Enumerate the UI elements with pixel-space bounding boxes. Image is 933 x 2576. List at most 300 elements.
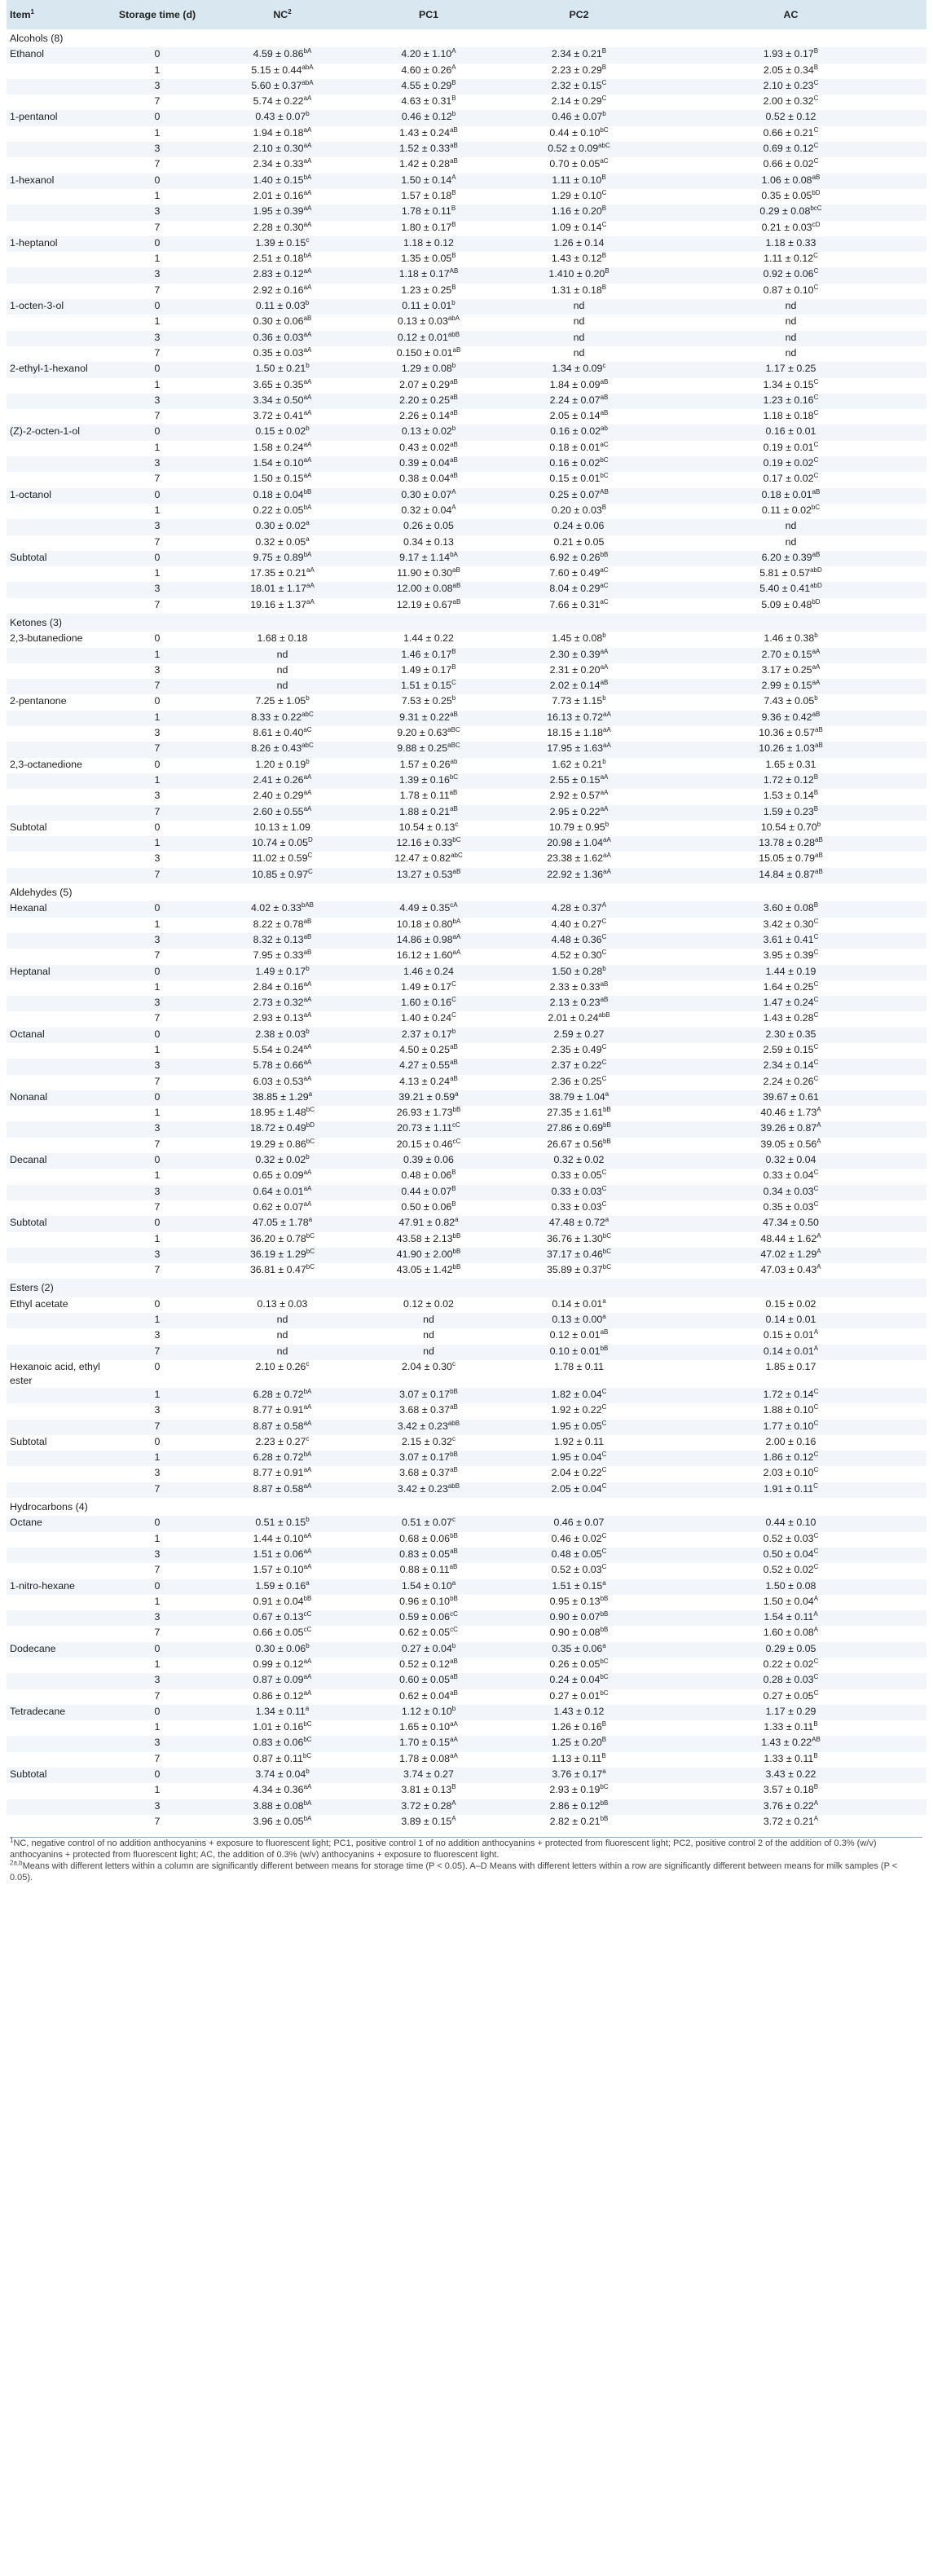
nc-value-cell <box>210 1658 354 1673</box>
storage-time-cell: 1 <box>154 567 161 579</box>
mean-sd: 12.00 ± 0.08 <box>396 583 453 595</box>
table-row <box>7 868 926 883</box>
mean-sd: 20.73 ± 1.11 <box>397 1122 453 1134</box>
mean-sd: 0.44 ± 0.10 <box>765 1517 816 1529</box>
ac-value-cell <box>655 267 926 283</box>
mean-sd: nd <box>423 1314 434 1326</box>
significance-letters: C <box>813 1657 819 1665</box>
nc-value-cell <box>210 472 354 487</box>
mean-sd: 1.43 ± 0.24 <box>399 126 451 139</box>
pc2-value-cell <box>503 79 655 95</box>
pc2-value-cell <box>503 425 655 440</box>
mean-sd: 0.86 ± 0.12 <box>253 1689 304 1702</box>
storage-time-cell: 0 <box>154 1517 161 1529</box>
mean-sd: 0.64 ± 0.01 <box>253 1185 304 1197</box>
compound-name: Subtotal <box>10 1768 47 1781</box>
significance-letters: bA <box>303 550 312 558</box>
nc-value-cell <box>210 1232 354 1248</box>
nc-value-cell <box>210 1563 354 1579</box>
mean-sd: 0.38 ± 0.04 <box>399 473 451 485</box>
mean-sd: 9.20 ± 0.63 <box>397 727 448 739</box>
mean-sd: 12.47 ± 0.82 <box>394 852 451 865</box>
significance-letters: A <box>451 1814 456 1822</box>
significance-letters: abB <box>447 330 460 338</box>
pc2-value-cell <box>503 1185 655 1200</box>
pc1-value-cell <box>354 758 503 773</box>
pc1-value-cell <box>354 1153 503 1169</box>
significance-letters: C <box>813 125 819 134</box>
significance-letters: b <box>816 820 821 828</box>
significance-letters: C <box>813 1482 818 1490</box>
ac-value-cell <box>655 1516 926 1531</box>
ac-value-cell <box>655 1328 926 1344</box>
significance-letters: A <box>451 173 456 181</box>
mean-sd: 0.90 ± 0.07 <box>549 1611 601 1623</box>
mean-sd: 0.62 ± 0.05 <box>399 1627 451 1639</box>
table-row <box>7 1313 926 1328</box>
header-storage-time: Storage time (d) <box>118 9 196 20</box>
table-row <box>7 47 926 63</box>
table-row <box>7 1090 926 1106</box>
mean-sd: 0.33 ± 0.04 <box>763 1169 814 1182</box>
compound-name: 1-nitro-hexane <box>10 1579 75 1592</box>
mean-sd: 0.66 ± 0.21 <box>763 126 814 139</box>
mean-sd: nd <box>785 346 797 359</box>
significance-letters: cC <box>450 1626 458 1634</box>
table-row <box>7 1360 926 1388</box>
nc-value-cell <box>210 789 354 804</box>
significance-letters: b <box>451 694 456 702</box>
ac-value-cell <box>655 1106 926 1121</box>
compound-name: 1-heptanol <box>10 236 58 249</box>
ac-value-cell <box>655 742 926 757</box>
storage-time-cell: 1 <box>154 1388 161 1400</box>
compound-name <box>7 189 104 205</box>
mean-sd: 0.14 ± 0.01 <box>763 1345 814 1357</box>
compound-name <box>7 836 104 852</box>
nc-value-cell <box>210 142 354 157</box>
significance-letters: C <box>601 1451 607 1458</box>
significance-letters: C <box>813 1169 819 1177</box>
storage-time-cell: 1 <box>154 189 161 201</box>
pc2-value-cell <box>503 1153 655 1169</box>
storage-time-cell: 0 <box>154 1090 161 1103</box>
significance-letters: b <box>305 298 310 306</box>
nc-value-cell <box>210 1360 354 1388</box>
mean-sd: 0.10 ± 0.01 <box>549 1345 601 1357</box>
nc-value-cell <box>210 409 354 425</box>
table-row <box>7 679 926 694</box>
pc2-value-cell <box>503 1011 655 1027</box>
pc2-value-cell <box>503 1720 655 1736</box>
pc2-value-cell <box>503 582 655 597</box>
storage-time-cell: 0 <box>154 1705 161 1717</box>
mean-sd: 2.60 ± 0.55 <box>253 805 304 817</box>
ac-value-cell <box>655 362 926 377</box>
pc1-value-cell <box>354 648 503 663</box>
significance-letters: aA <box>812 679 821 687</box>
mean-sd: 0.44 ± 0.10 <box>549 126 601 139</box>
table-row <box>7 901 926 917</box>
significance-letters: aA <box>600 663 609 671</box>
table-row <box>7 456 926 472</box>
significance-letters: aA <box>303 1059 312 1067</box>
pc2-value-cell <box>503 805 655 821</box>
significance-letters: b <box>451 1641 456 1649</box>
significance-letters: abB <box>447 1482 460 1490</box>
mean-sd: 3.34 ± 0.50 <box>253 394 304 406</box>
significance-letters: bD <box>812 188 821 196</box>
compound-name <box>7 1532 104 1548</box>
ac-value-cell <box>655 472 926 487</box>
significance-letters: bB <box>303 1594 312 1602</box>
pc2-value-cell <box>503 252 655 267</box>
ac-value-cell <box>655 299 926 315</box>
ac-value-cell <box>655 711 926 726</box>
mean-sd: 4.02 ± 0.33 <box>250 902 301 914</box>
mean-sd: 22.92 ± 1.36 <box>547 868 603 880</box>
mean-sd: 12.16 ± 0.33 <box>396 837 453 849</box>
pc1-value-cell <box>354 378 503 394</box>
nc-value-cell <box>210 1579 354 1595</box>
nc-value-cell <box>210 1799 354 1815</box>
pc2-value-cell <box>503 394 655 409</box>
pc2-value-cell <box>503 1658 655 1673</box>
storage-time-cell: 1 <box>154 1232 161 1244</box>
mean-sd: 0.43 ± 0.07 <box>255 111 306 123</box>
pc1-value-cell <box>354 1579 503 1595</box>
pc1-value-cell <box>354 1482 503 1498</box>
compound-name <box>7 519 104 535</box>
pc2-value-cell <box>503 551 655 566</box>
table-row <box>7 789 926 804</box>
mean-sd: 0.83 ± 0.05 <box>399 1548 451 1560</box>
mean-sd: 36.81 ± 0.47 <box>249 1264 306 1276</box>
mean-sd: 1.80 ± 0.17 <box>401 221 452 233</box>
mean-sd: nd <box>785 300 797 312</box>
significance-letters: B <box>601 1736 607 1744</box>
table-row <box>7 252 926 267</box>
pc2-value-cell <box>503 456 655 472</box>
significance-letters: bA <box>303 1451 312 1458</box>
mean-sd: 2.82 ± 0.21 <box>549 1815 601 1827</box>
mean-sd: 9.17 ± 1.14 <box>399 551 451 563</box>
storage-time-cell: 7 <box>154 680 161 692</box>
pc2-value-cell <box>503 1563 655 1579</box>
significance-letters: C <box>813 1403 819 1411</box>
pc2-value-cell <box>503 694 655 710</box>
significance-letters: A <box>813 1799 819 1807</box>
storage-time-cell: 1 <box>154 1595 161 1607</box>
compound-name: (Z)-2-octen-1-ol <box>10 425 81 438</box>
nc-value-cell <box>210 1028 354 1043</box>
nc-value-cell <box>210 1516 354 1531</box>
storage-time-cell: 0 <box>154 48 161 60</box>
significance-letters: bC <box>306 1247 315 1255</box>
mean-sd: 13.78 ± 0.28 <box>759 837 815 849</box>
significance-letters: c <box>451 1516 455 1524</box>
mean-sd: 18.72 ± 0.49 <box>249 1122 306 1134</box>
mean-sd: 1.34 ± 0.15 <box>763 378 814 390</box>
nc-value-cell <box>210 1532 354 1548</box>
mean-sd: 1.95 ± 0.04 <box>551 1451 602 1464</box>
storage-time-cell: 0 <box>154 1028 161 1040</box>
nc-value-cell <box>210 331 354 346</box>
significance-letters: C <box>601 1563 607 1571</box>
significance-letters: C <box>601 220 607 228</box>
ac-value-cell <box>655 1388 926 1403</box>
mean-sd: 11.90 ± 0.30 <box>397 567 453 579</box>
table-row <box>7 346 926 362</box>
mean-sd: 1.72 ± 0.12 <box>763 773 814 786</box>
pc2-value-cell <box>503 1360 655 1388</box>
compound-name <box>7 1185 104 1200</box>
significance-letters: aA <box>303 980 312 988</box>
mean-sd: 5.54 ± 0.24 <box>253 1044 304 1055</box>
mean-sd: 3.95 ± 0.39 <box>763 949 814 962</box>
compound-name <box>7 267 104 283</box>
significance-letters: a <box>306 535 310 543</box>
mean-sd: 10.54 ± 0.13 <box>398 821 455 833</box>
header-nc: $NC^2$ <box>273 7 292 20</box>
pc1-value-cell <box>354 1059 503 1074</box>
significance-letters: aA <box>303 1783 312 1791</box>
significance-letters: b <box>451 362 456 370</box>
storage-time-cell: 3 <box>154 583 161 595</box>
significance-letters: aA <box>303 804 312 812</box>
significance-letters: C <box>601 1403 607 1411</box>
significance-letters: aA <box>600 647 609 655</box>
nc-value-cell <box>210 79 354 95</box>
mean-sd: 1.46 ± 0.24 <box>403 965 454 977</box>
mean-sd: 20.98 ± 1.04 <box>547 837 603 849</box>
header-pc1: PC1 <box>418 9 439 20</box>
significance-letters: C <box>451 995 456 1003</box>
table-row <box>7 852 926 867</box>
significance-letters: cC <box>303 1609 312 1618</box>
mean-sd: 3.42 ± 0.30 <box>763 918 814 930</box>
significance-letters: bC <box>449 773 459 781</box>
mean-sd: 2.30 ± 0.39 <box>549 648 601 660</box>
mean-sd: 8.22 ± 0.78 <box>253 918 304 930</box>
significance-letters: bC <box>600 456 609 464</box>
compound-name <box>7 535 104 551</box>
mean-sd: 1.53 ± 0.14 <box>763 790 814 802</box>
nc-value-cell <box>210 598 354 614</box>
significance-letters: C <box>601 1419 607 1427</box>
nc-value-cell <box>210 1345 354 1360</box>
pc1-value-cell <box>354 472 503 487</box>
pc1-value-cell <box>354 1451 503 1466</box>
pc2-value-cell <box>503 126 655 142</box>
pc1-value-cell <box>354 1328 503 1344</box>
mean-sd: 2.01 ± 0.24 <box>548 1012 599 1024</box>
table-row <box>7 996 926 1011</box>
mean-sd: 41.90 ± 2.00 <box>396 1248 453 1260</box>
ac-value-cell <box>655 1768 926 1783</box>
ac-value-cell <box>655 1153 926 1169</box>
mean-sd: 2.13 ± 0.23 <box>549 997 601 1009</box>
nc-value-cell <box>210 1297 354 1313</box>
mean-sd: 43.05 ± 1.42 <box>396 1264 453 1276</box>
mean-sd: 0.92 ± 0.06 <box>763 268 814 280</box>
significance-letters: aA <box>303 456 312 464</box>
table-row <box>7 488 926 504</box>
nc-value-cell <box>210 221 354 236</box>
significance-letters: bA <box>303 173 312 181</box>
significance-letters: a <box>605 1090 610 1098</box>
table-row <box>7 394 926 409</box>
mean-sd: 18.95 ± 1.48 <box>249 1107 306 1119</box>
mean-sd: 0.87 ± 0.11 <box>253 1752 303 1764</box>
storage-time-cell: 3 <box>154 663 161 676</box>
table-row <box>7 566 926 582</box>
storage-time-cell: 3 <box>154 1467 161 1479</box>
mean-sd: nd <box>276 648 288 660</box>
ac-value-cell <box>655 1466 926 1482</box>
significance-letters: bAB <box>301 901 315 909</box>
pc2-value-cell <box>503 996 655 1011</box>
pc2-value-cell <box>503 205 655 220</box>
significance-letters: aB <box>450 440 458 448</box>
significance-letters: A <box>451 63 456 71</box>
ac-value-cell <box>655 726 926 742</box>
mean-sd: 1.54 ± 0.10 <box>401 1579 452 1592</box>
pc2-value-cell <box>503 980 655 996</box>
significance-letters: bA <box>450 550 458 558</box>
mean-sd: nd <box>276 680 288 692</box>
compound-name <box>7 1388 104 1403</box>
significance-letters: A <box>816 1231 821 1240</box>
significance-letters: abC <box>301 742 314 750</box>
significance-letters: cA <box>450 901 458 909</box>
mean-sd: 14.86 ± 0.98 <box>396 933 453 945</box>
significance-letters: bA <box>303 252 312 260</box>
significance-letters: bC <box>306 1231 315 1240</box>
significance-letters: C <box>813 932 819 940</box>
mean-sd: 0.39 ± 0.04 <box>399 457 451 469</box>
ac-value-cell <box>655 1403 926 1419</box>
significance-letters: C <box>813 1547 819 1555</box>
pc1-value-cell <box>354 1360 503 1388</box>
ac-value-cell <box>655 409 926 425</box>
mean-sd: 38.79 ± 1.04 <box>548 1090 605 1103</box>
significance-letters: C <box>813 409 819 416</box>
mean-sd: 0.21 ± 0.05 <box>553 535 605 548</box>
storage-time-cell: 3 <box>154 1737 161 1749</box>
compound-name <box>7 1595 104 1610</box>
ac-value-cell <box>655 189 926 205</box>
pc2-value-cell <box>503 1232 655 1248</box>
compound-name <box>7 1248 104 1263</box>
nc-value-cell <box>210 852 354 867</box>
mean-sd: 1.52 ± 0.33 <box>399 143 451 155</box>
pc1-value-cell <box>354 1169 503 1184</box>
ac-value-cell <box>655 694 926 710</box>
ac-value-cell <box>655 582 926 597</box>
significance-letters: C <box>601 932 607 940</box>
compound-name: 1-octanol <box>10 488 51 500</box>
mean-sd: 2.04 ± 0.22 <box>551 1467 602 1479</box>
mean-sd: 2.34 ± 0.21 <box>551 48 602 60</box>
significance-letters: bB <box>452 1263 461 1271</box>
table-row <box>7 949 926 964</box>
significance-letters: aA <box>303 125 312 134</box>
storage-time-cell: 1 <box>154 315 161 328</box>
nc-value-cell <box>210 1090 354 1106</box>
table-row <box>7 362 926 377</box>
storage-time-cell: 1 <box>154 1314 161 1326</box>
mean-sd: 13.27 ± 0.53 <box>396 868 453 880</box>
mean-sd: 14.84 ± 0.87 <box>759 868 815 880</box>
pc2-value-cell <box>503 742 655 757</box>
ac-value-cell <box>655 1705 926 1720</box>
pc1-value-cell <box>354 95 503 110</box>
pc2-value-cell <box>503 267 655 283</box>
storage-time-cell: 7 <box>154 284 161 296</box>
mean-sd: 0.34 ± 0.03 <box>763 1185 814 1197</box>
storage-time-cell: 1 <box>154 837 161 849</box>
mean-sd: 1.50 ± 0.14 <box>401 174 452 186</box>
mean-sd: 2.20 ± 0.25 <box>399 394 451 406</box>
nc-value-cell <box>210 1768 354 1783</box>
mean-sd: 0.15 ± 0.01 <box>549 473 601 485</box>
mean-sd: 1.39 ± 0.16 <box>398 773 450 786</box>
mean-sd: 2.92 ± 0.16 <box>253 284 304 296</box>
pc2-value-cell <box>503 933 655 949</box>
storage-time-cell: 3 <box>154 1248 161 1260</box>
pc2-value-cell <box>503 1595 655 1610</box>
mean-sd: 4.49 ± 0.35 <box>399 902 451 914</box>
mean-sd: 27.86 ± 0.69 <box>547 1122 603 1134</box>
ac-value-cell <box>655 252 926 267</box>
mean-sd: 2.37 ± 0.22 <box>551 1059 602 1072</box>
mean-sd: 0.60 ± 0.05 <box>399 1674 451 1686</box>
table-header-row <box>7 0 926 29</box>
pc2-value-cell <box>503 472 655 487</box>
mean-sd: 0.69 ± 0.12 <box>763 143 814 155</box>
pc2-value-cell <box>503 1297 655 1313</box>
significance-letters: bB <box>603 1137 611 1145</box>
group-header-row <box>7 1498 926 1516</box>
significance-letters: C <box>601 917 607 925</box>
mean-sd: 39.26 ± 0.87 <box>760 1122 817 1134</box>
mean-sd: 39.67 ± 0.61 <box>763 1090 819 1103</box>
mean-sd: 4.63 ± 0.31 <box>401 95 452 108</box>
table-row <box>7 1799 926 1815</box>
significance-letters: bC <box>811 503 821 511</box>
mean-sd: 1.65 ± 0.31 <box>765 758 816 770</box>
mean-sd: 3.65 ± 0.35 <box>253 378 304 390</box>
significance-letters: aB <box>600 1328 609 1336</box>
significance-letters: B <box>451 95 456 103</box>
mean-sd: 1.44 ± 0.19 <box>765 965 816 977</box>
ac-value-cell <box>655 1435 926 1451</box>
significance-letters: a <box>602 1579 606 1587</box>
storage-time-cell: 3 <box>154 205 161 218</box>
mean-sd: 1.57 ± 0.10 <box>253 1564 304 1576</box>
significance-letters: C <box>601 949 607 957</box>
significance-letters: aB <box>450 1059 458 1067</box>
table-row <box>7 1297 926 1313</box>
storage-time-cell: 1 <box>154 441 161 453</box>
storage-time-cell: 0 <box>154 1642 161 1654</box>
table-row <box>7 694 926 710</box>
nc-value-cell <box>210 425 354 440</box>
pc1-value-cell <box>354 1658 503 1673</box>
mean-sd: 1.60 ± 0.08 <box>763 1627 814 1639</box>
table-row <box>7 663 926 679</box>
